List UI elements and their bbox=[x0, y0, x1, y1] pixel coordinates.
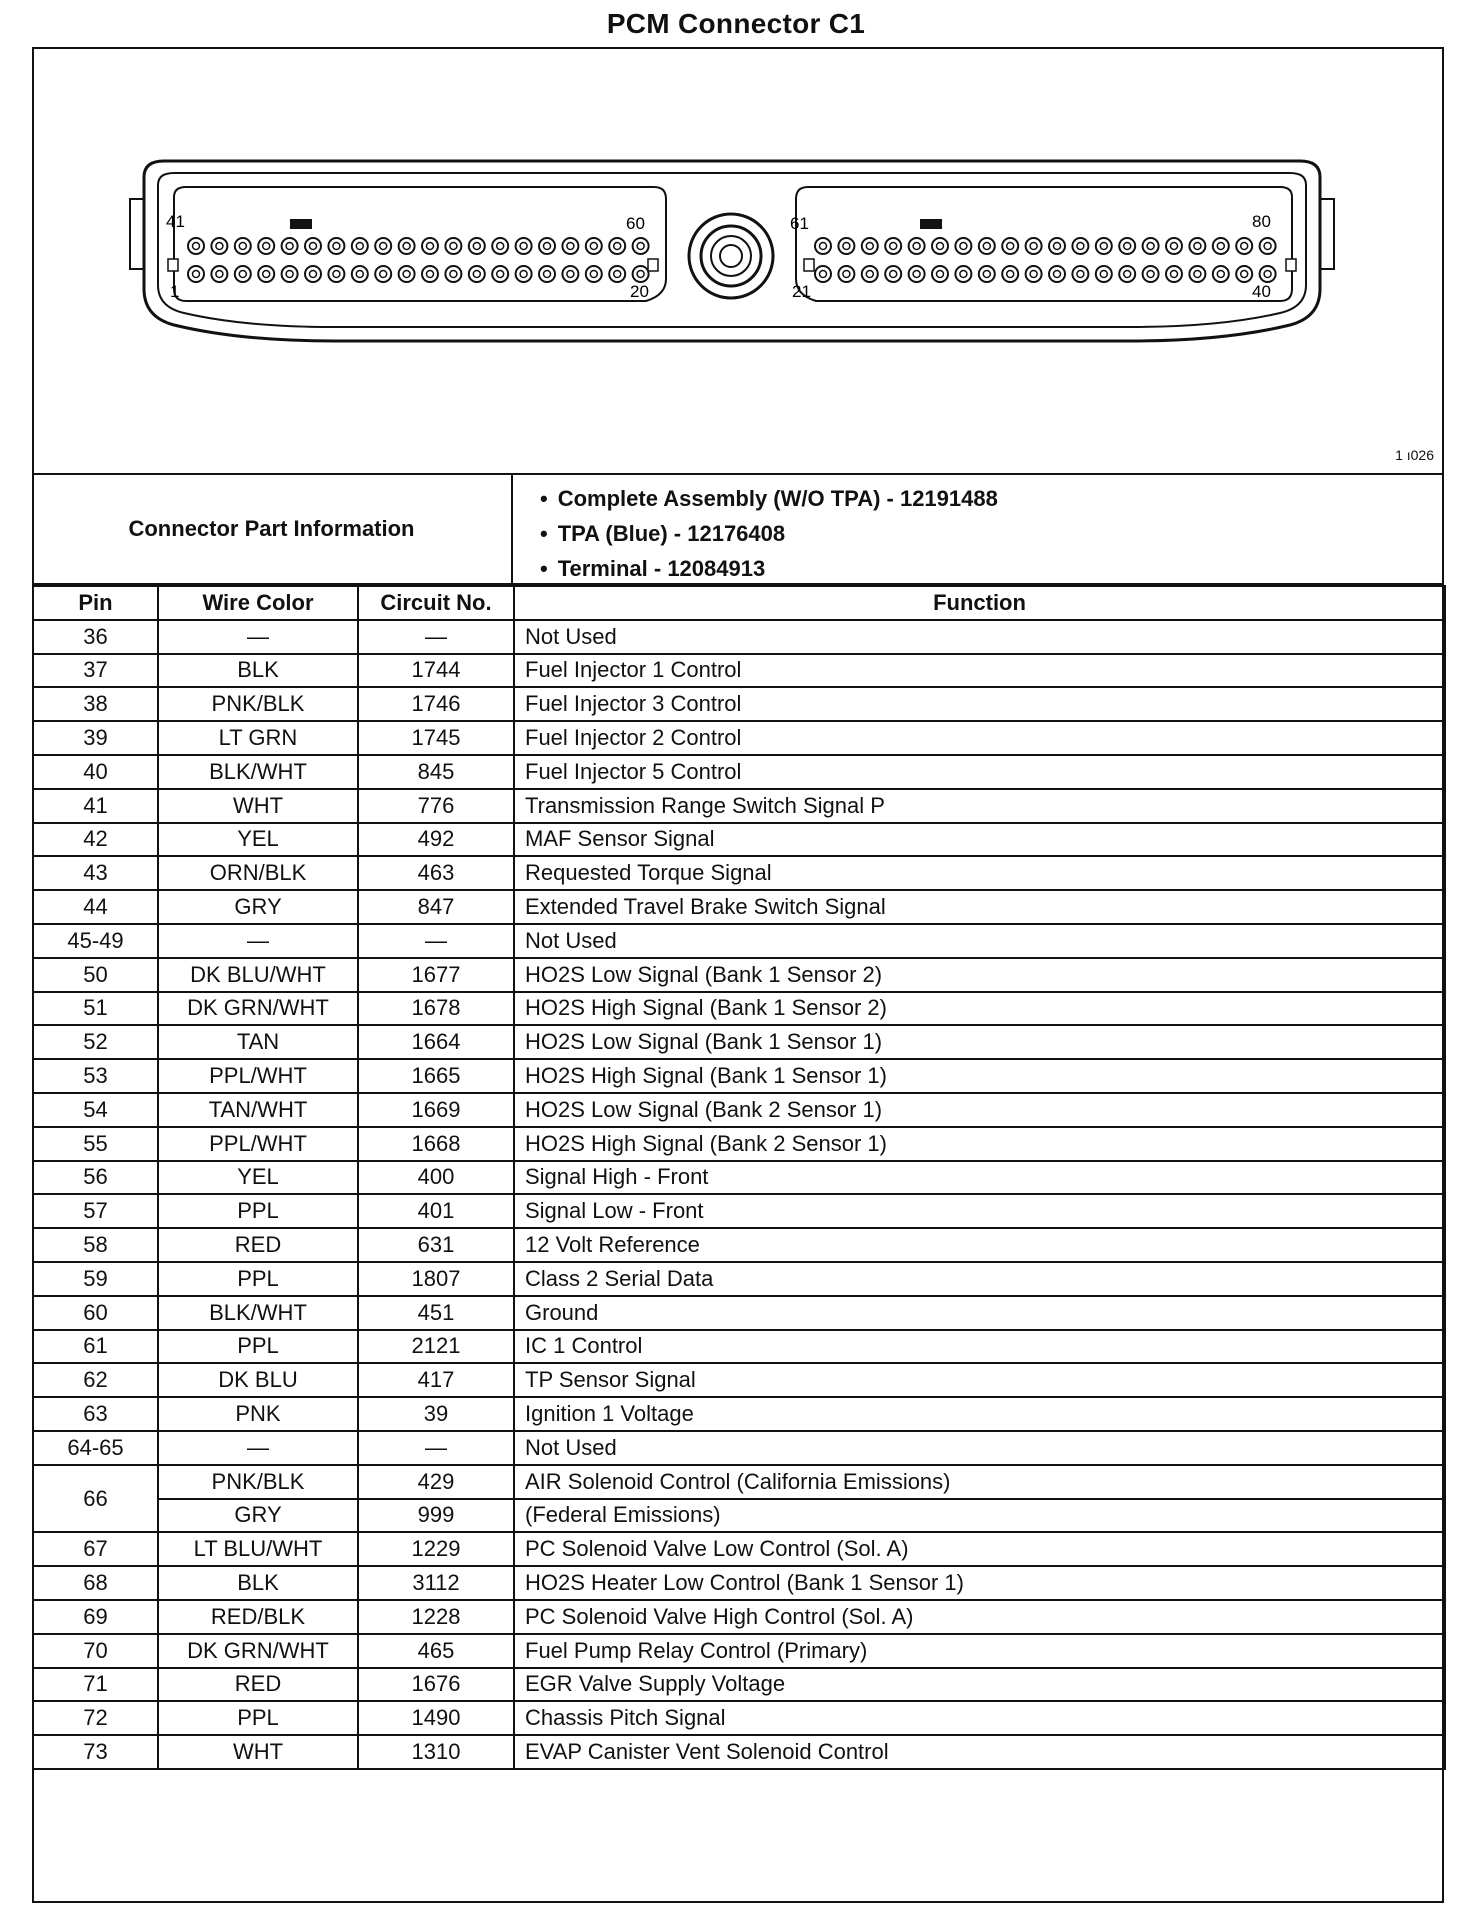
connector-pin bbox=[1002, 238, 1018, 254]
cell-wire-color: PNK/BLK bbox=[158, 1465, 358, 1499]
pin-label-1: 1 bbox=[170, 282, 180, 301]
connector-pin bbox=[1143, 266, 1159, 282]
connector-pin bbox=[562, 266, 578, 282]
connector-pin bbox=[492, 238, 508, 254]
connector-pin bbox=[609, 238, 625, 254]
connector-pin bbox=[375, 238, 391, 254]
cell-function: Not Used bbox=[514, 620, 1445, 654]
cell-wire-color: PNK/BLK bbox=[158, 687, 358, 721]
header-pin: Pin bbox=[33, 586, 158, 620]
header-wire-color: Wire Color bbox=[158, 586, 358, 620]
cell-circuit-no: 1677 bbox=[358, 958, 514, 992]
cell-pin: 72 bbox=[33, 1701, 158, 1735]
cell-circuit-no: 1745 bbox=[358, 721, 514, 755]
cell-wire-color: PPL bbox=[158, 1701, 358, 1735]
table-row bbox=[33, 958, 1445, 992]
cell-circuit-no: 492 bbox=[358, 823, 514, 857]
cell-pin: 70 bbox=[33, 1634, 158, 1668]
cell-circuit-no: 1669 bbox=[358, 1093, 514, 1127]
connector-pin bbox=[282, 266, 298, 282]
table-row bbox=[33, 992, 1445, 1026]
pin-label-20: 20 bbox=[630, 282, 649, 301]
connector-pin bbox=[445, 238, 461, 254]
cell-circuit-no: 1676 bbox=[358, 1668, 514, 1702]
connector-pin bbox=[399, 266, 415, 282]
left-latch bbox=[130, 199, 144, 269]
connector-pin bbox=[955, 266, 971, 282]
connector-pin bbox=[909, 238, 925, 254]
connector-pin bbox=[1096, 266, 1112, 282]
pin-label-40: 40 bbox=[1252, 282, 1271, 301]
connector-pin bbox=[885, 238, 901, 254]
cell-function: Requested Torque Signal bbox=[514, 856, 1445, 890]
cell-circuit-no: 847 bbox=[358, 890, 514, 924]
part-info-label: Connector Part Information bbox=[32, 475, 513, 583]
connector-pin bbox=[1260, 266, 1276, 282]
cell-wire-color: PPL/WHT bbox=[158, 1127, 358, 1161]
connector-part-info bbox=[32, 473, 1444, 585]
connector-pin bbox=[258, 238, 274, 254]
connector-pin bbox=[979, 266, 995, 282]
cell-circuit-no: 1228 bbox=[358, 1600, 514, 1634]
cell-wire-color: TAN/WHT bbox=[158, 1093, 358, 1127]
cell-pin: 36 bbox=[33, 620, 158, 654]
table-row bbox=[33, 1431, 1445, 1465]
table-row bbox=[33, 1194, 1445, 1228]
connector-pin bbox=[445, 266, 461, 282]
table-row bbox=[33, 1161, 1445, 1195]
connector-pin bbox=[188, 238, 204, 254]
left-block-notch bbox=[168, 259, 178, 271]
table-header-row bbox=[33, 586, 1445, 620]
cell-pin: 57 bbox=[33, 1194, 158, 1228]
cell-wire-color: BLK/WHT bbox=[158, 1296, 358, 1330]
cell-wire-color: PPL bbox=[158, 1262, 358, 1296]
connector-pin bbox=[328, 238, 344, 254]
cell-wire-color: RED bbox=[158, 1228, 358, 1262]
cell-wire-color: WHT bbox=[158, 789, 358, 823]
cell-function: PC Solenoid Valve High Control (Sol. A) bbox=[514, 1600, 1445, 1634]
connector-diagram bbox=[34, 49, 1442, 473]
cell-pin: 58 bbox=[33, 1228, 158, 1262]
table-row bbox=[33, 1735, 1445, 1769]
cell-function: PC Solenoid Valve Low Control (Sol. A) bbox=[514, 1532, 1445, 1566]
cell-function: Ignition 1 Voltage bbox=[514, 1397, 1445, 1431]
table-body bbox=[33, 620, 1445, 1769]
connector-pin bbox=[1166, 238, 1182, 254]
cell-function: HO2S Low Signal (Bank 1 Sensor 1) bbox=[514, 1025, 1445, 1059]
cell-wire-color: WHT bbox=[158, 1735, 358, 1769]
cell-wire-color: DK GRN/WHT bbox=[158, 1634, 358, 1668]
cell-pin: 61 bbox=[33, 1330, 158, 1364]
connector-pin bbox=[1026, 266, 1042, 282]
part-item-assembly: • Complete Assembly (W/O TPA) - 12191488 bbox=[540, 481, 998, 516]
connector-pin bbox=[815, 238, 831, 254]
connector-pin bbox=[1119, 266, 1135, 282]
connector-pin bbox=[932, 238, 948, 254]
cell-function: EGR Valve Supply Voltage bbox=[514, 1668, 1445, 1702]
connector-pin bbox=[399, 238, 415, 254]
connector-pin bbox=[586, 266, 602, 282]
cell-function: Fuel Injector 3 Control bbox=[514, 687, 1445, 721]
cell-pin: 40 bbox=[33, 755, 158, 789]
cell-wire-color: BLK bbox=[158, 654, 358, 688]
cell-function: AIR Solenoid Control (California Emissions) bbox=[514, 1465, 1445, 1499]
cell-wire-color: PPL bbox=[158, 1194, 358, 1228]
cell-pin: 51 bbox=[33, 992, 158, 1026]
cell-function: Ground bbox=[514, 1296, 1445, 1330]
cell-circuit-no: 3112 bbox=[358, 1566, 514, 1600]
cell-wire-color: YEL bbox=[158, 1161, 358, 1195]
table-row bbox=[33, 1025, 1445, 1059]
connector-pin bbox=[609, 266, 625, 282]
cell-circuit-no: 401 bbox=[358, 1194, 514, 1228]
cell-pin: 41 bbox=[33, 789, 158, 823]
cell-function: Fuel Pump Relay Control (Primary) bbox=[514, 1634, 1445, 1668]
cell-function: MAF Sensor Signal bbox=[514, 823, 1445, 857]
connector-pin bbox=[305, 266, 321, 282]
table-row bbox=[33, 1532, 1445, 1566]
connector-pin bbox=[235, 238, 251, 254]
page-title: PCM Connector C1 bbox=[606, 8, 866, 39]
connector-pin bbox=[838, 238, 854, 254]
cell-circuit-no: — bbox=[358, 924, 514, 958]
header-function: Function bbox=[514, 586, 1445, 620]
right-latch bbox=[1320, 199, 1334, 269]
table-row bbox=[33, 1634, 1445, 1668]
cell-circuit-no: 429 bbox=[358, 1465, 514, 1499]
cell-circuit-no: 1229 bbox=[358, 1532, 514, 1566]
cell-function: HO2S Low Signal (Bank 1 Sensor 2) bbox=[514, 958, 1445, 992]
cell-circuit-no: 1678 bbox=[358, 992, 514, 1026]
left-pins bbox=[188, 238, 649, 282]
cell-circuit-no: 631 bbox=[358, 1228, 514, 1262]
cell-function: Class 2 Serial Data bbox=[514, 1262, 1445, 1296]
cell-circuit-no: 1668 bbox=[358, 1127, 514, 1161]
connector-pin bbox=[258, 266, 274, 282]
cell-pin: 50 bbox=[33, 958, 158, 992]
cell-circuit-no: — bbox=[358, 620, 514, 654]
cell-circuit-no: 1664 bbox=[358, 1025, 514, 1059]
connector-pin bbox=[1189, 238, 1205, 254]
table-row bbox=[33, 755, 1445, 789]
cell-function: HO2S High Signal (Bank 1 Sensor 1) bbox=[514, 1059, 1445, 1093]
cell-function: Transmission Range Switch Signal P bbox=[514, 789, 1445, 823]
cell-pin: 53 bbox=[33, 1059, 158, 1093]
pin-label-80: 80 bbox=[1252, 212, 1271, 231]
cell-function: Not Used bbox=[514, 1431, 1445, 1465]
table-row bbox=[33, 1363, 1445, 1397]
connector-pin bbox=[1236, 238, 1252, 254]
cell-function: Extended Travel Brake Switch Signal bbox=[514, 890, 1445, 924]
table-row bbox=[33, 1397, 1445, 1431]
connector-pin bbox=[352, 266, 368, 282]
cell-function: HO2S High Signal (Bank 1 Sensor 2) bbox=[514, 992, 1445, 1026]
part-info-list bbox=[540, 481, 998, 586]
connector-pin bbox=[862, 238, 878, 254]
table-row bbox=[33, 1228, 1445, 1262]
cell-wire-color: — bbox=[158, 1431, 358, 1465]
table-row bbox=[33, 823, 1445, 857]
cell-function: HO2S Heater Low Control (Bank 1 Sensor 1) bbox=[514, 1566, 1445, 1600]
cell-wire-color: YEL bbox=[158, 823, 358, 857]
cell-wire-color: TAN bbox=[158, 1025, 358, 1059]
pin-label-61: 61 bbox=[790, 214, 809, 233]
cell-circuit-no: 1665 bbox=[358, 1059, 514, 1093]
cell-pin: 56 bbox=[33, 1161, 158, 1195]
cell-wire-color: — bbox=[158, 924, 358, 958]
cell-pin: 67 bbox=[33, 1532, 158, 1566]
cell-wire-color: BLK bbox=[158, 1566, 358, 1600]
connector-pin bbox=[235, 266, 251, 282]
pin-label-21: 21 bbox=[792, 282, 811, 301]
table-row bbox=[33, 1499, 1445, 1533]
right-pins bbox=[815, 238, 1276, 282]
cell-circuit-no: 999 bbox=[358, 1499, 514, 1533]
connector-pin bbox=[469, 266, 485, 282]
connector-pin bbox=[1166, 266, 1182, 282]
cell-wire-color: RED/BLK bbox=[158, 1600, 358, 1634]
cell-pin: 43 bbox=[33, 856, 158, 890]
cell-circuit-no: 1807 bbox=[358, 1262, 514, 1296]
cell-circuit-no: 1310 bbox=[358, 1735, 514, 1769]
cell-pin: 68 bbox=[33, 1566, 158, 1600]
connector-pin bbox=[633, 266, 649, 282]
part-item-terminal: • Terminal - 12084913 bbox=[540, 551, 998, 586]
cell-pin: 54 bbox=[33, 1093, 158, 1127]
table-row bbox=[33, 1296, 1445, 1330]
cell-wire-color: PNK bbox=[158, 1397, 358, 1431]
table-row bbox=[33, 1668, 1445, 1702]
cell-function: HO2S High Signal (Bank 2 Sensor 1) bbox=[514, 1127, 1445, 1161]
connector-pin bbox=[1260, 238, 1276, 254]
cell-function: Fuel Injector 5 Control bbox=[514, 755, 1445, 789]
cell-circuit-no: 451 bbox=[358, 1296, 514, 1330]
connector-pin bbox=[1049, 238, 1065, 254]
cell-circuit-no: 2121 bbox=[358, 1330, 514, 1364]
connector-pin bbox=[1072, 238, 1088, 254]
cell-pin: 37 bbox=[33, 654, 158, 688]
cell-wire-color: GRY bbox=[158, 890, 358, 924]
connector-pin bbox=[1072, 266, 1088, 282]
cell-wire-color: DK GRN/WHT bbox=[158, 992, 358, 1026]
connector-pin bbox=[1096, 238, 1112, 254]
connector-pin bbox=[516, 238, 532, 254]
cell-circuit-no: 465 bbox=[358, 1634, 514, 1668]
cell-pin: 69 bbox=[33, 1600, 158, 1634]
connector-pin bbox=[1213, 238, 1229, 254]
table-row bbox=[33, 1093, 1445, 1127]
cell-circuit-no: 845 bbox=[358, 755, 514, 789]
table-row bbox=[33, 1600, 1445, 1634]
table-row bbox=[33, 1465, 1445, 1499]
cell-circuit-no: 1490 bbox=[358, 1701, 514, 1735]
center-key-bolt bbox=[720, 245, 742, 267]
connector-pin bbox=[979, 238, 995, 254]
connector-pin bbox=[352, 238, 368, 254]
cell-function: IC 1 Control bbox=[514, 1330, 1445, 1364]
cell-function: Signal Low - Front bbox=[514, 1194, 1445, 1228]
cell-wire-color: LT BLU/WHT bbox=[158, 1532, 358, 1566]
cell-pin: 59 bbox=[33, 1262, 158, 1296]
cell-wire-color: PPL bbox=[158, 1330, 358, 1364]
cell-function: EVAP Canister Vent Solenoid Control bbox=[514, 1735, 1445, 1769]
cell-pin: 44 bbox=[33, 890, 158, 924]
connector-pin bbox=[1026, 238, 1042, 254]
cell-pin: 71 bbox=[33, 1668, 158, 1702]
table-row bbox=[33, 687, 1445, 721]
table-row bbox=[33, 1262, 1445, 1296]
connector-pin bbox=[305, 238, 321, 254]
table-row bbox=[33, 654, 1445, 688]
table-row bbox=[33, 1127, 1445, 1161]
cell-wire-color: LT GRN bbox=[158, 721, 358, 755]
connector-pin bbox=[909, 266, 925, 282]
connector-pin bbox=[469, 238, 485, 254]
cell-wire-color: PPL/WHT bbox=[158, 1059, 358, 1093]
table-row bbox=[33, 1701, 1445, 1735]
cell-wire-color: DK BLU/WHT bbox=[158, 958, 358, 992]
cell-circuit-no: 463 bbox=[358, 856, 514, 890]
cell-function: Chassis Pitch Signal bbox=[514, 1701, 1445, 1735]
cell-circuit-no: 417 bbox=[358, 1363, 514, 1397]
connector-pin bbox=[932, 266, 948, 282]
connector-pin bbox=[211, 238, 227, 254]
connector-pin bbox=[1143, 238, 1159, 254]
header-circuit-no: Circuit No. bbox=[358, 586, 514, 620]
cell-wire-color: — bbox=[158, 620, 358, 654]
connector-pin bbox=[586, 238, 602, 254]
connector-drawing bbox=[34, 49, 1442, 473]
table-row bbox=[33, 1059, 1445, 1093]
connector-pin bbox=[838, 266, 854, 282]
cell-wire-color: RED bbox=[158, 1668, 358, 1702]
connector-pin bbox=[328, 266, 344, 282]
connector-pin bbox=[422, 266, 438, 282]
cell-function: (Federal Emissions) bbox=[514, 1499, 1445, 1533]
table-row bbox=[33, 721, 1445, 755]
cell-pin: 66 bbox=[33, 1465, 158, 1533]
cell-pin: 55 bbox=[33, 1127, 158, 1161]
connector-pin bbox=[282, 238, 298, 254]
cell-pin: 60 bbox=[33, 1296, 158, 1330]
cell-pin: 45-49 bbox=[33, 924, 158, 958]
connector-pin bbox=[815, 266, 831, 282]
part-item-tpa: • TPA (Blue) - 12176408 bbox=[540, 516, 998, 551]
table-row bbox=[33, 856, 1445, 890]
cell-function: HO2S Low Signal (Bank 2 Sensor 1) bbox=[514, 1093, 1445, 1127]
pin-table bbox=[32, 585, 1446, 1770]
cell-pin: 52 bbox=[33, 1025, 158, 1059]
cell-wire-color: ORN/BLK bbox=[158, 856, 358, 890]
pin-label-41: 41 bbox=[166, 212, 185, 231]
cell-wire-color: GRY bbox=[158, 1499, 358, 1533]
right-center-notch bbox=[804, 259, 814, 271]
connector-pin bbox=[862, 266, 878, 282]
connector-pin bbox=[955, 238, 971, 254]
cell-circuit-no: — bbox=[358, 1431, 514, 1465]
cell-function: Signal High - Front bbox=[514, 1161, 1445, 1195]
connector-pin bbox=[188, 266, 204, 282]
connector-pin bbox=[492, 266, 508, 282]
connector-pin bbox=[633, 238, 649, 254]
cell-function: 12 Volt Reference bbox=[514, 1228, 1445, 1262]
connector-pin bbox=[562, 238, 578, 254]
cell-wire-color: DK BLU bbox=[158, 1363, 358, 1397]
connector-pin bbox=[539, 238, 555, 254]
connector-pin bbox=[1002, 266, 1018, 282]
connector-pin bbox=[885, 266, 901, 282]
cell-circuit-no: 1746 bbox=[358, 687, 514, 721]
table-row bbox=[33, 1566, 1445, 1600]
right-block-notch bbox=[1286, 259, 1296, 271]
cell-circuit-no: 776 bbox=[358, 789, 514, 823]
cell-function: Not Used bbox=[514, 924, 1445, 958]
cell-pin: 64-65 bbox=[33, 1431, 158, 1465]
connector-pin bbox=[516, 266, 532, 282]
cell-wire-color: BLK/WHT bbox=[158, 755, 358, 789]
connector-pin bbox=[375, 266, 391, 282]
connector-pin bbox=[1049, 266, 1065, 282]
cell-pin: 38 bbox=[33, 687, 158, 721]
connector-pin bbox=[422, 238, 438, 254]
table-row bbox=[33, 1330, 1445, 1364]
pin-label-60: 60 bbox=[626, 214, 645, 233]
cell-function: TP Sensor Signal bbox=[514, 1363, 1445, 1397]
cell-function: Fuel Injector 1 Control bbox=[514, 654, 1445, 688]
cell-pin: 63 bbox=[33, 1397, 158, 1431]
connector-pin bbox=[211, 266, 227, 282]
connector-pin bbox=[1236, 266, 1252, 282]
table-row bbox=[33, 924, 1445, 958]
connector-pin bbox=[1213, 266, 1229, 282]
table-row bbox=[33, 890, 1445, 924]
cell-circuit-no: 400 bbox=[358, 1161, 514, 1195]
connector-pin bbox=[539, 266, 555, 282]
table-row bbox=[33, 620, 1445, 654]
cell-pin: 39 bbox=[33, 721, 158, 755]
cell-pin: 42 bbox=[33, 823, 158, 857]
connector-pin bbox=[1119, 238, 1135, 254]
cell-function: Fuel Injector 2 Control bbox=[514, 721, 1445, 755]
left-polarization-tab bbox=[290, 219, 312, 229]
cell-circuit-no: 1744 bbox=[358, 654, 514, 688]
cell-circuit-no: 39 bbox=[358, 1397, 514, 1431]
right-polarization-tab bbox=[920, 219, 942, 229]
figure-id: 1 ı026 bbox=[1395, 447, 1434, 463]
table-row bbox=[33, 789, 1445, 823]
left-center-notch bbox=[648, 259, 658, 271]
cell-pin: 62 bbox=[33, 1363, 158, 1397]
cell-pin: 73 bbox=[33, 1735, 158, 1769]
connector-pin bbox=[1189, 266, 1205, 282]
